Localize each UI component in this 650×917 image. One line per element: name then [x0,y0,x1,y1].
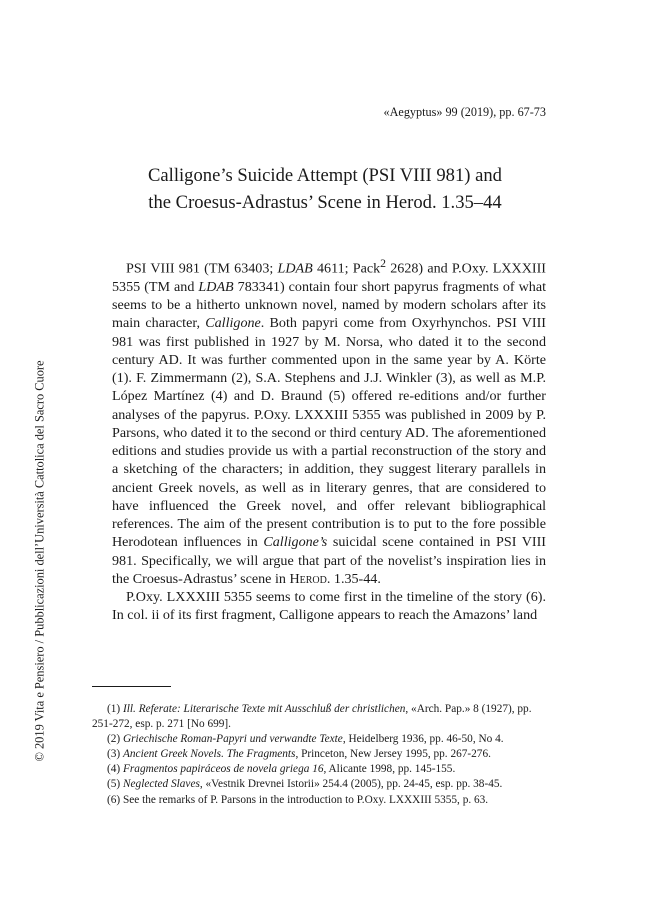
p1-text-a: PSI VIII 981 (TM 63403; [126,260,278,277]
fn4-rest: , Alicante 1998, pp. 145-155. [323,763,456,776]
footnote-4 [92,762,549,777]
p1-herod: Herod [289,570,327,587]
article-title [0,162,650,216]
fn5-num: (5) [107,778,123,791]
p1-text-g: 783341) contain four short papyrus fragments of what seems to be a hitherto unknown novel, named by modern scholars after its main character, [112,278,546,332]
footnote-divider [92,686,171,687]
title-line-1: Calligone’s Suicide Attempt (PSI VIII 981) and [148,165,502,186]
journal-citation: «Aegyptus» 99 (2019), pp. 67-73 [383,105,546,119]
fn5-title: Neglected Slaves [123,778,200,791]
fn3-title: Ancient Greek Novels. The Fragments [123,748,296,761]
p1-text-k: suicidal scene contained in PSI VIII 981. Specifically, we will argue that part of the novelist’s inspiration lies in the Croesus-Adrastus’ scene in [112,534,546,587]
p1-text-i: . Both papyri come from Oxyrhynchos. PSI VIII 981 was first published in 1927 by M. Norsa, who dated it to the second century AD. It was further commented upon in the same year by A. Körte (1). F. Zimmermann (2), S.A. Stephens and J.J. Winkler (3), as well as M.P. López Martínez (4) and D. Braund (5) offered re-editions and/or further analyses of the papyrus. P.Oxy. LXXXIII 5355 was published in 2009 by P. Parsons, who dated it to the second or third century AD. The aforementioned editions and studies provide us with a partial reconstruction of the story and a sketching of the characters; in addition, they suggest literary parallels in ancient Greek novels, as well as in literary genres, that are considered to have influenced the Greek novel, and offer relevant bibliographical references. The aim of the present contribution is to put to the fore possible Herodotean influences in [112,315,546,551]
fn4-title: Fragmentos papiráceos de novela griega 16 [123,763,324,776]
p1-text-c: 4611; Pack [312,260,381,277]
fn1-rest: , «Arch. Pap.» 8 (1927), pp. 251-272, esp. p. 271 [No 699]. [92,703,532,731]
body-paragraph-1 [112,255,546,588]
fn5-rest: , «Vestnik Drevnei Istorii» 254.4 (2005), pp. 24-45, esp. pp. 38-45. [199,778,503,791]
p1-ldab-2: LDAB [198,278,234,295]
fn4-num: (4) [107,763,123,776]
fn3-rest: , Princeton, New Jersey 1995, pp. 267-276. [295,748,491,761]
fn1-title: Ill. Referate: Literarische Texte mit Ausschluß der christlichen [123,703,406,715]
fn2-rest: , Heidelberg 1936, pp. 46-50, No 4. [342,733,504,746]
p1-calligone: Calligone [205,315,261,332]
article-body [112,255,546,625]
footnote-6: (6) See the remarks of P. Parsons in the introduction to P.Oxy. LXXXIII 5355, p. 63. [107,793,489,806]
footnote-5 [92,777,549,792]
p1-text-e: 2628) and P.Oxy. LXXXIII 5355 (TM and [112,260,546,295]
copyright-side-text: © 2019 Vita e Pensiero / Pubblicazioni dell’Università Cattolica del Sacro Cuore [32,360,47,762]
footnotes [92,702,549,808]
p1-text-m: . 1.35-44. [326,570,381,587]
fn3-num: (3) [107,748,123,761]
body-paragraph-2: P.Oxy. LXXXIII 5355 seems to come first in the timeline of the story (6). In col. ii of its first fragment, Calligone appears to reach the Amazons’ land [112,589,546,624]
p1-ldab-1: LDAB [277,260,313,277]
fn2-title: Griechische Roman-Papyri und verwandte Texte [123,733,343,746]
title-line-2: the Croesus-Adrastus’ Scene in Herod. 1.35–44 [148,192,502,213]
footnote-1 [92,702,549,732]
fn1-num: (1) [107,703,123,715]
fn2-num: (2) [107,733,123,746]
p1-superscript: 2 [380,257,387,270]
p1-calligones: Calligone’s [263,534,328,551]
footnote-3 [92,747,549,762]
footnote-2 [92,732,549,747]
